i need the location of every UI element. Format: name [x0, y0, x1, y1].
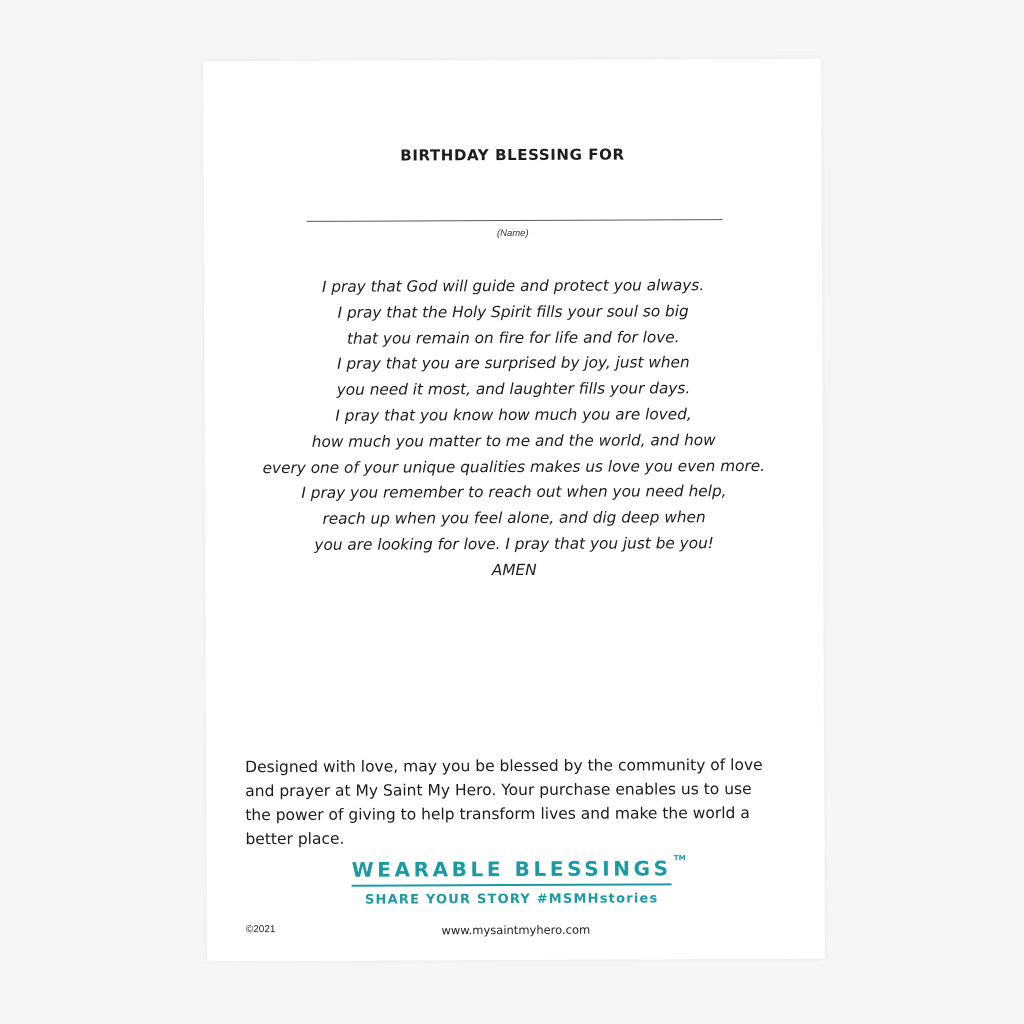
footer-line: the power of giving to help transform lives and make the world a [245, 803, 750, 825]
prayer-amen: AMEN [491, 560, 537, 579]
prayer-line: you are looking for love. I pray that you just be you! [314, 534, 714, 554]
copyright-text: ©2021 [245, 924, 276, 936]
name-caption: (Name) [496, 227, 529, 240]
footer-description [245, 753, 790, 851]
brand-logo [347, 854, 686, 908]
prayer-line: reach up when you feel alone, and dig deep when [322, 508, 706, 529]
prayer-line: I pray that God will guide and protect you always. [321, 276, 705, 296]
blessing-card [203, 59, 825, 962]
prayer-line: you need it most, and laughter fills your days. [336, 379, 691, 399]
prayer-line: every one of your unique qualities makes us love you even more. [262, 456, 766, 477]
prayer-text [204, 273, 823, 585]
brand-tagline: SHARE YOUR STORY #MSMHstories [364, 891, 659, 908]
trademark-mark: TM [673, 854, 686, 863]
footer-line: better place. [245, 829, 345, 849]
prayer-line: I pray that the Holy Spirit fills your soul so big [337, 302, 689, 322]
prayer-line: I pray that you know how much you are loved, [335, 405, 692, 425]
prayer-line: I pray that you are surprised by joy, just when [337, 353, 690, 374]
name-blank-line [307, 219, 723, 222]
footer-line: and prayer at My Saint My Hero. Your purchase enables us to use [245, 779, 752, 801]
prayer-line: I pray you remember to reach out when you need help, [301, 482, 727, 503]
card-title: BIRTHDAY BLESSING FOR [400, 145, 625, 165]
brand-name-text: WEARABLE BLESSINGS [351, 856, 672, 882]
prayer-line: how much you matter to me and the world, and how [311, 430, 716, 451]
website-url: www.mysaintmyhero.com [441, 922, 591, 938]
prayer-line: that you remain on fire for life and for love. [346, 327, 680, 348]
footer-line: Designed with love, may you be blessed by the community of love [245, 755, 763, 777]
brand-name [351, 854, 686, 886]
